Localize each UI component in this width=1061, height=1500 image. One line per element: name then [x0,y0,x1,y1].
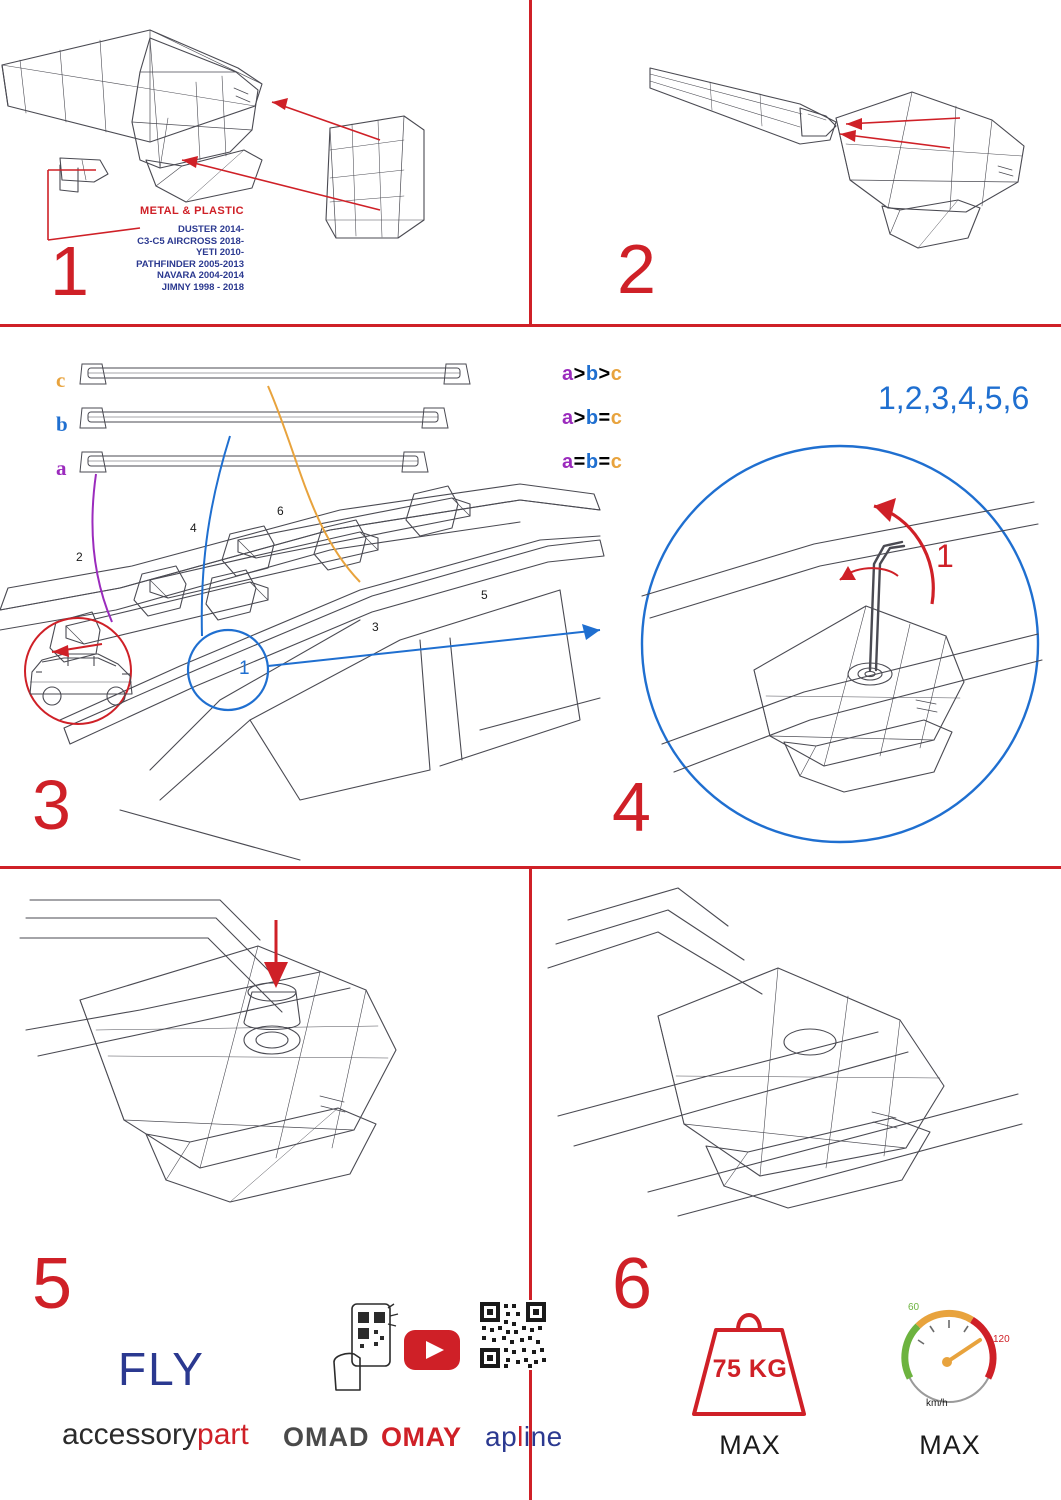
step2-illustration [650,48,1050,268]
divider-row-1 [0,324,1061,327]
brand-accessory-first: accessory [62,1418,198,1451]
roof-point-4: 4 [190,521,197,535]
brand-omad: OMAD [283,1422,370,1452]
step-number-1: 1 [50,232,88,310]
eq2-op-1: > [573,407,586,429]
step4-callout-1: 1 [936,538,954,574]
brand-omay: OMAY [381,1422,462,1452]
roof-point-5: 5 [481,588,488,602]
vehicle-list-item: C3-C5 AIRCROSS 2018- [137,235,244,247]
brand-apline-post: ine [523,1421,563,1452]
vehicle-list-item: DUSTER 2014- [178,224,244,235]
qr-code[interactable] [478,1300,548,1370]
speed-limit-caption: MAX [919,1430,981,1460]
eq3-term-b: b [585,451,599,473]
eq3-term-c: c [610,451,623,473]
brand-apline-pre: ap [485,1421,518,1452]
vehicle-list-item: JIMNY 1998 - 2018 [161,281,244,293]
eq1-op-2: > [598,363,611,385]
step4-detail-circle [634,484,1046,804]
brand-accessory-second: part [197,1418,249,1451]
vehicle-list-item: PATHFINDER 2005-2013 [136,258,244,270]
eq3-op-1: = [573,451,586,473]
brand-apline [485,1421,563,1453]
roof-point-3: 3 [372,620,379,634]
eq2-term-b: b [585,407,599,429]
divider-col-bottom [529,866,532,1500]
step4-sequence-label [878,380,1029,417]
step-number-4: 4 [612,768,650,846]
eq2-term-a: a [562,407,574,429]
roof-point-2: 2 [76,550,83,564]
bar-label-c: c [56,368,66,392]
roof-point-6: 6 [277,504,284,518]
vehicle-list-item: NAVARA 2004-2014 [157,270,244,281]
brand-apline-accent: l [517,1421,524,1452]
step-number-6: 6 [612,1244,652,1324]
eq2-term-c: c [610,407,623,429]
eq2-op-2: = [598,407,611,429]
scan-qr-phone-icon[interactable] [330,1302,400,1394]
step1-vehicle-list [0,224,244,293]
vehicle-list-item: YETI 2010- [195,247,244,258]
brand-fly: FLY [118,1343,205,1395]
gauge-tick-min: 60 [908,1302,920,1313]
eq1-term-b: b [585,363,599,385]
youtube-icon[interactable] [404,1330,460,1370]
bar-label-b: b [56,412,68,436]
sequence-text: 1,2,3,4,5,6 [878,380,1030,416]
step6-illustration [548,880,1028,1220]
eq3-term-a: a [562,451,574,473]
divider-col-top [529,0,532,324]
step-number-5: 5 [32,1244,72,1324]
weight-limit-value: 75 KG [712,1355,788,1383]
equation-row-2 [562,407,622,430]
eq1-op-1: > [573,363,586,385]
eq3-op-2: = [598,451,611,473]
eq1-term-a: a [562,363,574,385]
eq1-term-c: c [610,363,623,385]
roof-point-1-circled: 1 [239,658,250,679]
speed-limit-gauge [884,1296,1014,1420]
equation-row-1 [562,363,622,386]
step5-illustration [20,880,500,1220]
bar-label-a: a [56,456,67,480]
step-number-3: 3 [32,766,70,844]
step-number-2: 2 [617,230,655,308]
gauge-unit-label: km/h [926,1398,948,1409]
gauge-tick-max: 120 [993,1334,1010,1345]
weight-limit-caption: MAX [719,1430,781,1460]
step3-connector-curves [60,400,480,660]
step1-material-title: METAL & PLASTIC [140,205,244,217]
brand-accessorypart [62,1418,249,1452]
